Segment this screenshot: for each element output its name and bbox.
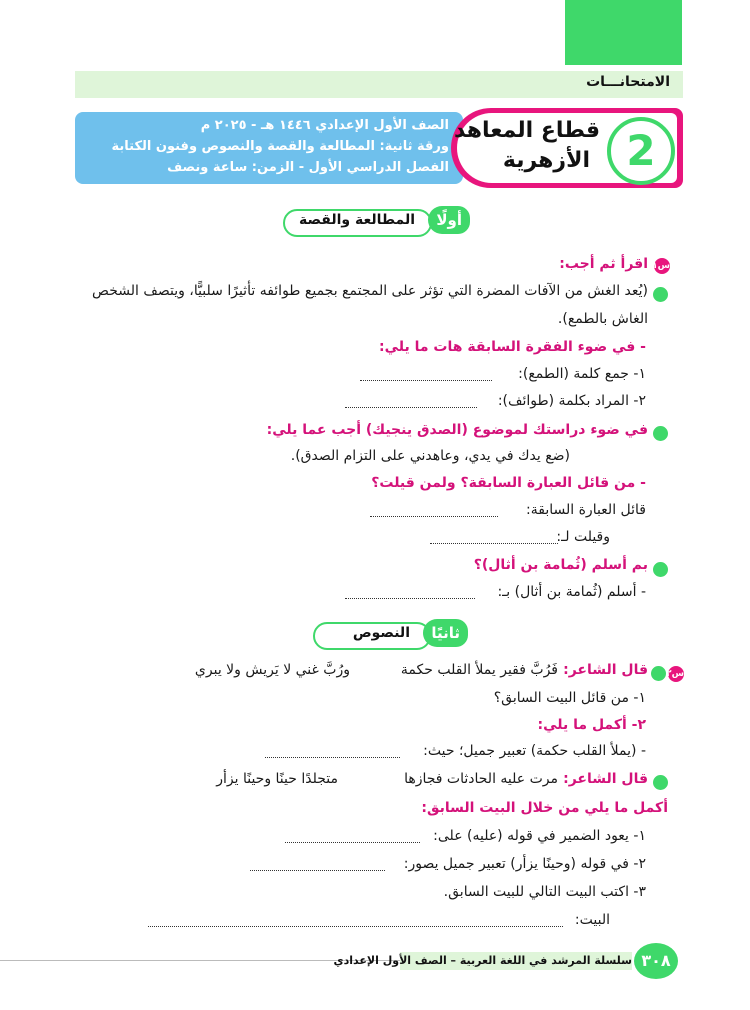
- page-number: ٣٠٨: [634, 943, 678, 979]
- answer-line[interactable]: [265, 757, 400, 758]
- sub-question-marker: [653, 562, 668, 577]
- exam-info-line: ورقة ثانية: المطالعة والقصة والنصوص وفنون الكتابة: [111, 139, 449, 154]
- passage-text: الغاش بالطمع).: [557, 311, 648, 327]
- sub-instruction: ٢- أكمل ما يلي:: [537, 717, 646, 733]
- answer-line[interactable]: [430, 543, 558, 544]
- question-number-badge: س٢: [668, 666, 684, 682]
- sub-question-text: بم أسلم (ثُمامة بن أثال)؟: [473, 557, 648, 573]
- answer-line[interactable]: [285, 842, 420, 843]
- sub-question-text: في ضوء دراستك لموضوع (الصدق ينجيك) أجب عما يلي:: [266, 422, 648, 438]
- answer-line[interactable]: [148, 926, 563, 927]
- answer-line[interactable]: [360, 380, 492, 381]
- poet-label: قال الشاعر:: [563, 771, 648, 787]
- sub-instruction: - في ضوء الفقرة السابقة هات ما يلي:: [379, 339, 646, 355]
- footer-series-title: سلسلة المرشد في اللغة العربية – الصف الأول الإعدادي: [333, 954, 632, 967]
- answer-line[interactable]: [370, 516, 498, 517]
- verse-first-half: مرت عليه الحادثات فجازها: [404, 771, 558, 787]
- poet-label: قال الشاعر:: [563, 662, 648, 678]
- question-item: قائل العبارة السابقة:: [526, 502, 646, 518]
- section-tag: ثانيًا: [423, 619, 468, 647]
- exam-info-box: [75, 112, 463, 184]
- question-item: ٢- المراد بكلمة (طوائف):: [497, 393, 646, 409]
- badge-subtitle: الأزهرية: [502, 148, 590, 173]
- section-title: النصوص: [352, 625, 410, 641]
- exam-info-line: الصف الأول الإعدادي ١٤٤٦ هـ - ٢٠٢٥ م: [200, 118, 449, 133]
- exam-info-line: الفصل الدراسي الأول - الزمن: ساعة ونصف: [167, 160, 449, 175]
- passage-text: (يُعد الغش من الآفات المضرة التي تؤثر على المجتمع بجميع طوائفه تأثيرًا سلبيًّا، ويتصف الشخص: [92, 283, 648, 299]
- sub-question-marker: [653, 775, 668, 790]
- question-item: ١- من قائل البيت السابق؟: [493, 690, 646, 706]
- question-item: - أسلم (ثُمامة بن أثال) بـ:: [497, 584, 646, 600]
- answer-line[interactable]: [345, 407, 477, 408]
- top-tab: [565, 0, 682, 65]
- sub-instruction: أكمل ما يلي من خلال البيت السابق:: [421, 800, 668, 816]
- verse-second-half: متجلدًا حينًا وحينًا يزأر: [216, 771, 338, 787]
- sub-question-marker: [653, 287, 668, 302]
- question-item: ١- يعود الضمير في قوله (عليه) على:: [433, 828, 646, 844]
- question-number-badge: س١: [654, 258, 670, 274]
- section-title: المطالعة والقصة: [299, 212, 415, 228]
- sub-instruction: - من قائل العبارة السابقة؟ ولمن قيلت؟: [371, 475, 646, 491]
- verse-second-half: ورُبَّ غني لا يَريش ولا يبري: [194, 662, 350, 678]
- sub-question-marker: [651, 666, 666, 681]
- question-item: ١- جمع كلمة (الطمع):: [518, 366, 646, 382]
- question-item: ٣- اكتب البيت التالي للبيت السابق.: [443, 884, 646, 900]
- badge-number: 2: [607, 117, 675, 185]
- question-instruction: اقرأ ثم أجب:: [559, 256, 648, 272]
- question-item: ٢- في قوله (وحينًا يزأر) تعبير جميل يصور:: [403, 856, 646, 872]
- badge-title: قطاع المعاهد: [454, 118, 600, 143]
- sub-question-marker: [653, 426, 668, 441]
- quote-text: (ضع يدك في يدي، وعاهدني على التزام الصدق).: [290, 448, 570, 464]
- answer-line[interactable]: [345, 598, 475, 599]
- question-item: وقيلت لـ:: [556, 529, 610, 545]
- question-item: البيت:: [574, 912, 610, 928]
- section-tag: أولًا: [428, 206, 470, 234]
- section-header-title: الامتحانـــات: [586, 74, 670, 90]
- verse-first-half: فَرُبَّ فقير يملأ القلب حكمة: [400, 662, 558, 678]
- question-item: - (يملأ القلب حكمة) تعبير جميل؛ حيث:: [423, 743, 646, 759]
- answer-line[interactable]: [250, 870, 385, 871]
